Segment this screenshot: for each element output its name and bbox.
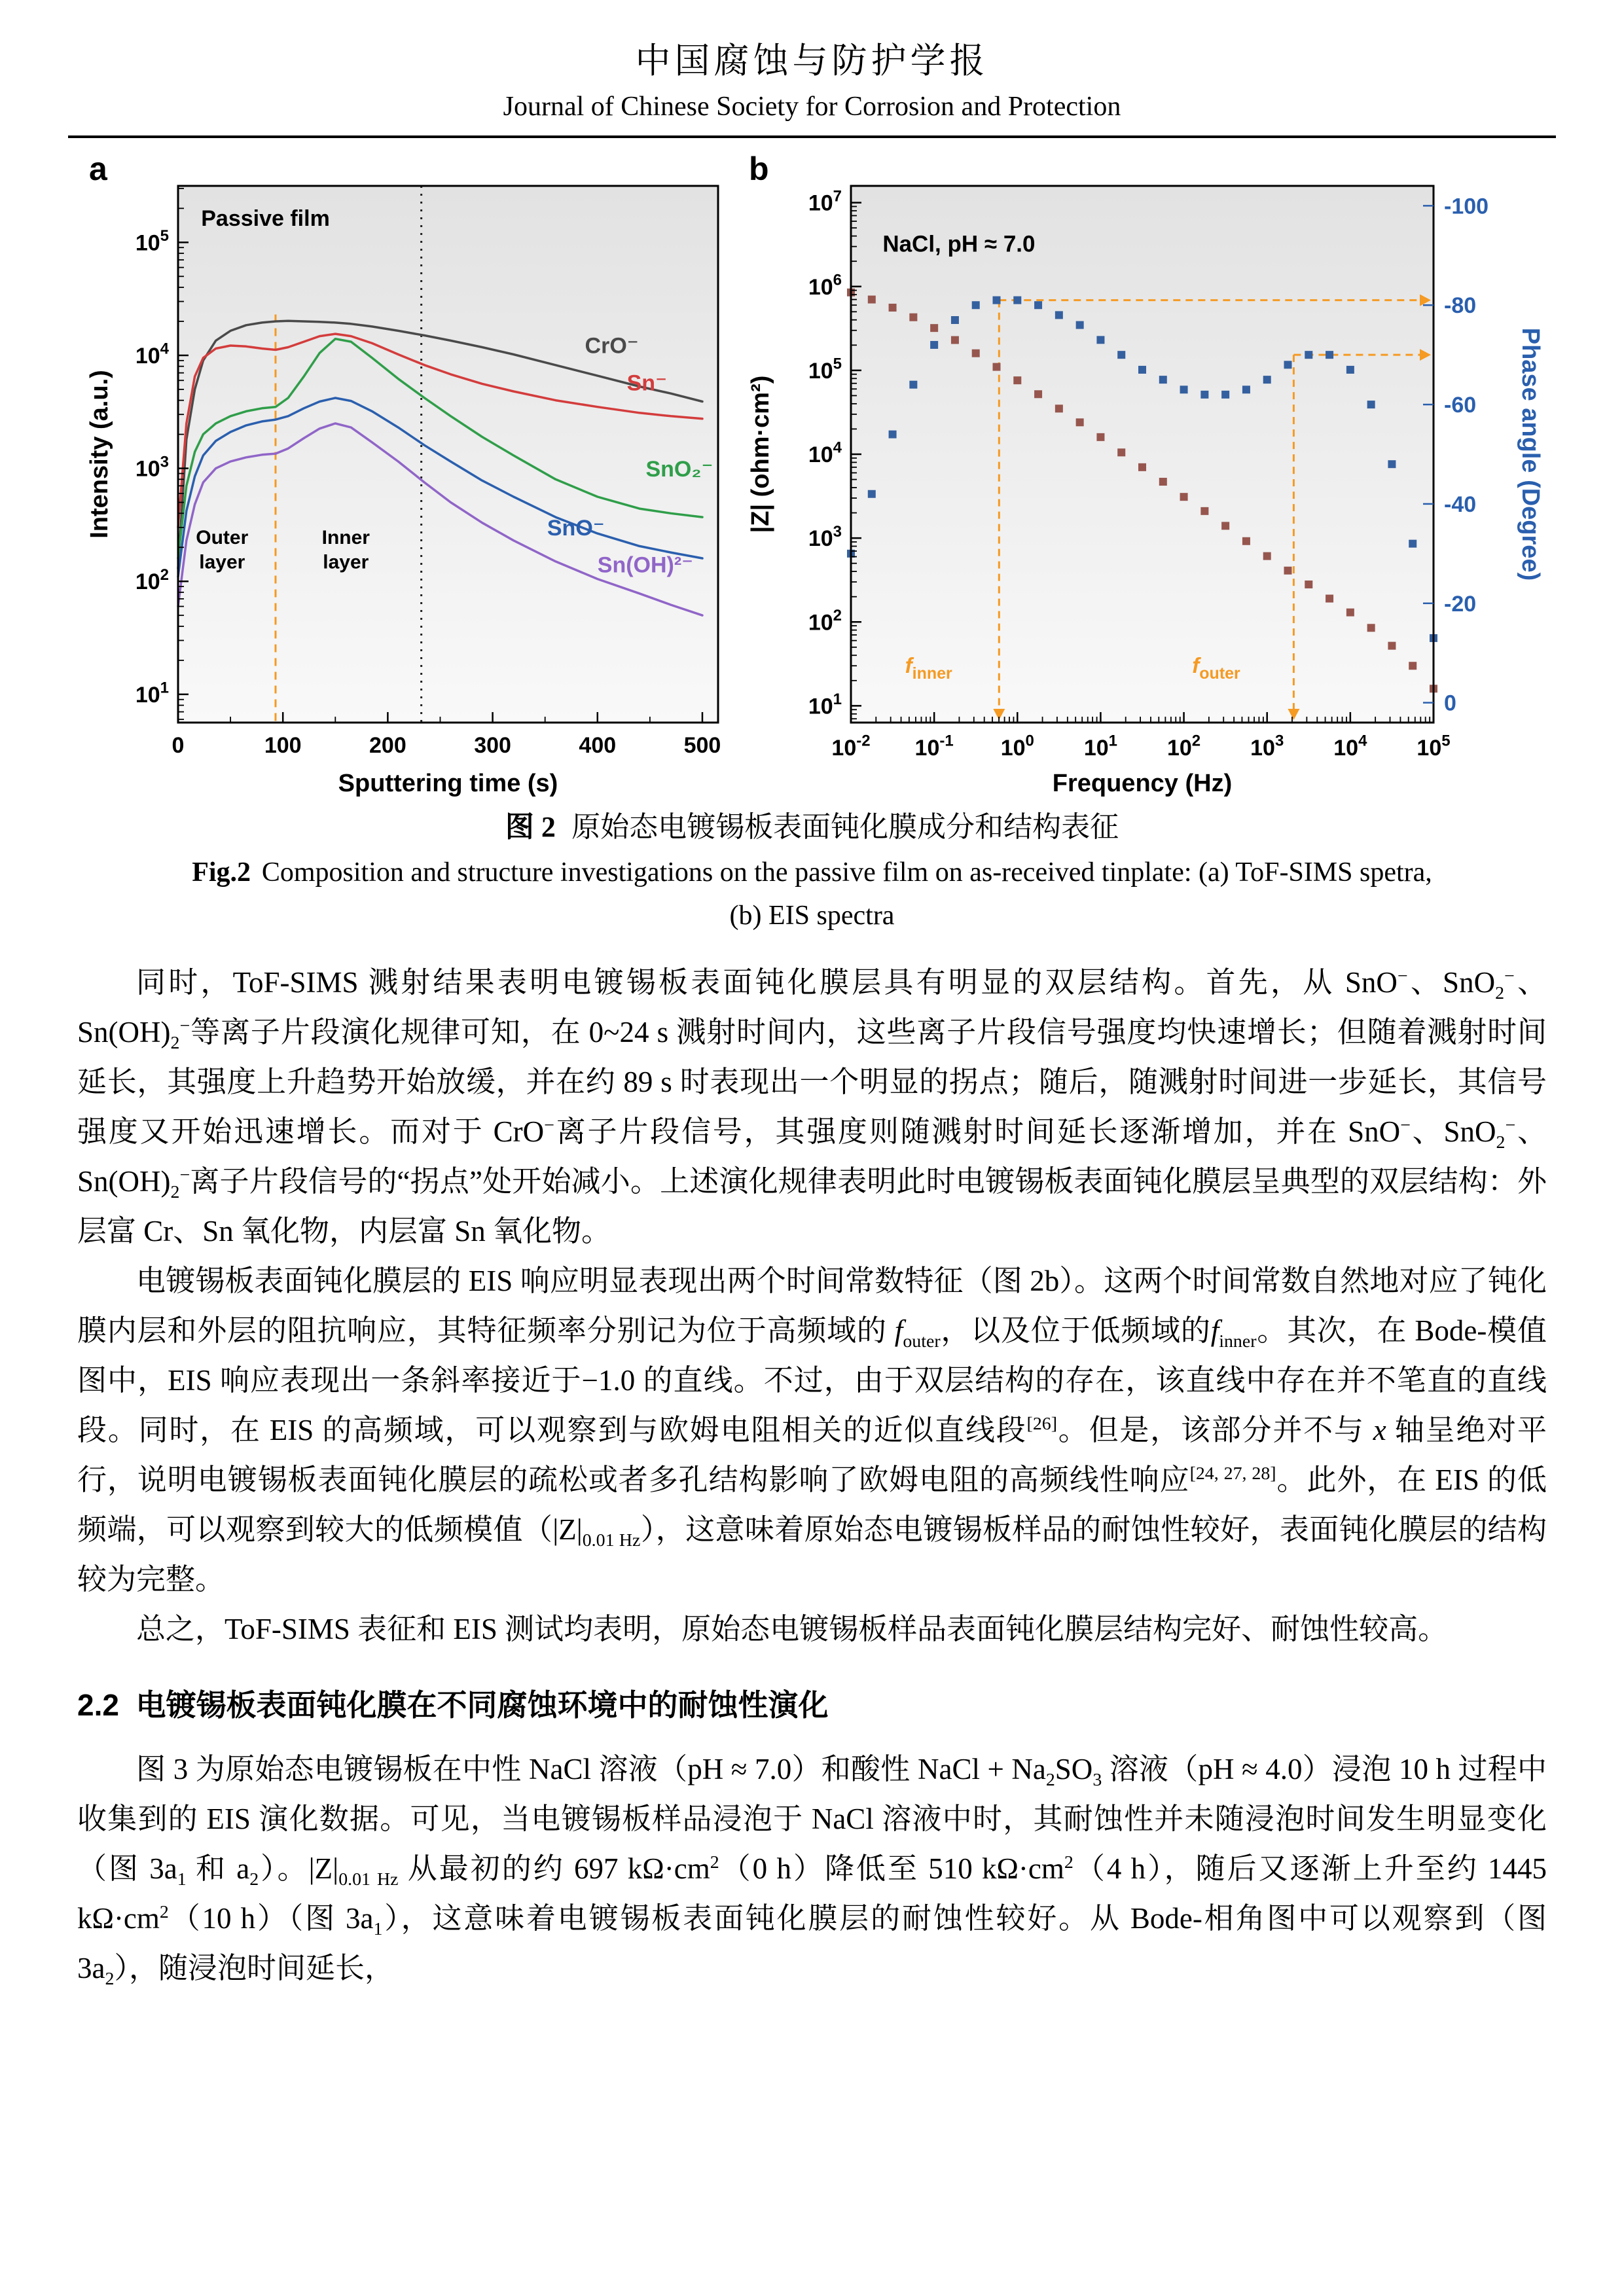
header-divider: [68, 135, 1556, 138]
svg-text:-100: -100: [1443, 194, 1489, 219]
svg-text:10-2: $10^{-2}$: [831, 732, 871, 761]
svg-text:layer: layer: [322, 551, 369, 573]
svg-text:102: $10^2$: [808, 606, 842, 636]
caption-en-label: Fig.2: [192, 857, 251, 888]
svg-text:103: $10^3$: [1250, 732, 1284, 761]
journal-title-en: Journal of Chinese Society for Corrosion and Protection: [503, 92, 1121, 122]
eis-bode-chart: [740, 150, 1545, 804]
svg-text:101: $10^1$: [1083, 732, 1117, 761]
svg-text:NaCl, pH ≈ 7.0: NaCl, pH ≈ 7.0: [882, 231, 1035, 257]
svg-text:105: $10^5$: [808, 355, 842, 384]
caption-en: [77, 853, 1547, 892]
paragraph-fig3-intro: 图 3 为原始态电镀锡板在中性 NaCl 溶液（pH ≈ 7.0）和酸性 NaCl + $Na_2SO_3$ 溶液（pH ≈ 4.0）浸泡 10 h 过程中收集到的 EIS 演化数据。可见，当电镀锡板样品浸泡于 NaCl 溶液中时，其耐蚀性并未随浸泡时间发生明显变化（图 $3a_1$ 和 $a_2$）。$|Z|_{0.01 Hz}$ 从最初的约 697 $k\Omega\cdot cm^2(0$ h）降低至 510 $k\Omega\cdot cm^2(4$ h），随后又逐渐上升至约 1445 $k\Omega\cdot cm^2(10$ h）（图 $3a_1$），这意味着电镀锡板表面钝化膜层的耐蚀性较好。从 Bode-相角图中可以观察到（图 $3a_2$），随浸泡时间延长，: [77, 1753, 1547, 1989]
svg-text:103: $10^3$: [808, 522, 842, 552]
caption-en-line2: (b) EIS spectra: [729, 901, 895, 931]
svg-text:finner: $f_{inner}$: [905, 653, 952, 683]
svg-text:SnO⁻: SnO⁻: [547, 516, 605, 541]
svg-text:400: 400: [578, 733, 616, 758]
tof-sims-chart: [80, 150, 734, 804]
svg-text:105: $10^5$: [1416, 732, 1451, 761]
svg-text:10-1: $10^{-1}$: [914, 732, 954, 761]
svg-text:500: 500: [683, 733, 721, 758]
svg-text:-80: -80: [1443, 293, 1476, 319]
svg-text:Frequency (Hz): Frequency (Hz): [1052, 770, 1232, 797]
caption-zh: [77, 807, 1547, 848]
svg-text:-60: -60: [1443, 393, 1476, 418]
svg-text:0: 0: [171, 733, 184, 758]
svg-text:SnO₂⁻: SnO₂⁻: [645, 456, 713, 482]
paragraph-eis: 电镀锡板表面钝化膜层的 EIS 响应明显表现出两个时间常数特征（图 2b）。这两个时间常数自然地对应了钝化膜内层和外层的阻抗响应，其特征频率分别记为位于高频域的 $f_{outer}$，以及位于低频域的$f_{inner}$。其次，在 Bode-模值图中，EIS 响应表现出一条斜率接近于−1.0 的直线。不过，由于双层结构的存在，该直线中存在并不笔直的直线段。同时，在 EIS 的高频域，可以观察到与欧姆电阻相关的近似直线段[26]。但是，该部分并不与 x 轴呈绝对平行，说明电镀锡板表面钝化膜层的疏松或者多孔结构影响了欧姆电阻的高频线性响应[24, 27, 28]。此外，在 EIS 的低频端，可以观察到较大的低频模值$(|Z|_{0.01 Hz})$，这意味着原始态电镀锡板样品的耐蚀性较好，表面钝化膜层的结构较为完整。: [77, 1265, 1547, 1596]
svg-text:Sputtering time (s): Sputtering time (s): [338, 770, 558, 797]
svg-text:300: 300: [473, 733, 511, 758]
svg-text:Intensity (a.u.): Intensity (a.u.): [85, 370, 113, 539]
svg-text:104: $10^4$: [1333, 732, 1367, 761]
svg-text:Passive film: Passive film: [200, 206, 330, 232]
figure-2: [77, 150, 1547, 935]
svg-text:layer: layer: [198, 551, 245, 573]
svg-text:105: $10^5$: [135, 227, 169, 256]
paragraph-tof-sims: 同时，ToF-SIMS 溅射结果表明电镀锡板表面钝化膜层具有明显的双层结构。首先，从 SnO−、SnO$_2$−、$Sn(OH)_2^-$等离子片段演化规律可知，在 0~24 s 溅射时间内，这些离子片段信号强度均快速增长；但随着溅射时间延长，其强度上升趋势开始放缓，并在约 89 s 时表现出一个明显的拐点；随后，随溅射时间进一步延长，其信号强度又开始迅速增长。而对于 CrO−离子片段信号，其强度则随溅射时间延长逐渐增加，并在 SnO−、SnO$_2$−、$Sn(OH)_2^-$离子片段信号的“拐点”处开始减小。上述演化规律表明此时电镀锡板表面钝化膜层呈典型的双层结构：外层富 Cr、Sn 氧化物，内层富 Sn 氧化物。: [77, 966, 1547, 1247]
svg-text:Sn(OH)²⁻: Sn(OH)²⁻: [597, 552, 693, 578]
svg-text:102: $10^2$: [1166, 732, 1200, 761]
svg-text:106: $10^6$: [808, 271, 842, 300]
svg-text:Sn⁻: Sn⁻: [626, 370, 667, 396]
svg-text:100: 100: [264, 733, 302, 758]
caption-zh-label: 图 2: [505, 811, 556, 843]
figure-2-caption: [77, 807, 1547, 935]
svg-text:|Z| (ohm·cm²): |Z| (ohm·cm²): [746, 375, 774, 533]
figure-2-charts: [77, 150, 1547, 804]
svg-text:103: $10^3$: [135, 453, 169, 482]
svg-text:101: $10^1$: [135, 679, 169, 708]
svg-text:104: $10^4$: [808, 439, 842, 467]
svg-text:CrO⁻: CrO⁻: [585, 333, 639, 359]
svg-text:fouter: $f_{outer}$: [1191, 653, 1240, 683]
article-body: [77, 958, 1547, 1993]
section-heading-2-2: 2.2 电镀锡板表面钝化膜在不同腐蚀环境中的耐蚀性演化: [77, 1688, 829, 1722]
caption-zh-text: 原始态电镀锡板表面钝化膜成分和结构表征: [571, 811, 1119, 843]
svg-text:107: $10^7$: [808, 187, 842, 216]
journal-title-zh: 中国腐蚀与防护学报: [635, 41, 989, 81]
svg-text:200: 200: [369, 733, 406, 758]
svg-text:-40: -40: [1443, 492, 1476, 517]
svg-text:102: $10^2$: [135, 565, 169, 595]
svg-text:0: 0: [1443, 691, 1456, 716]
journal-header: [77, 24, 1547, 122]
svg-text:a: a: [88, 151, 107, 187]
svg-text:Inner: Inner: [321, 526, 370, 548]
svg-text:104: $10^4$: [135, 340, 169, 368]
svg-text:b: b: [748, 151, 769, 187]
svg-text:Phase angle (Degree): Phase angle (Degree): [1516, 327, 1544, 581]
svg-text:-20: -20: [1443, 591, 1476, 617]
svg-text:100: $10^0$: [1000, 732, 1034, 761]
svg-text:101: $10^1$: [808, 691, 842, 719]
caption-en-text: Composition and structure investigations on the passive film on as-received tinplate: (a) ToF-SIMS spetra,: [261, 857, 1432, 888]
paragraph-summary: 总之，ToF-SIMS 表征和 EIS 测试均表明，原始态电镀锡板样品表面钝化膜层结构完好、耐蚀性较高。: [136, 1613, 1448, 1645]
svg-text:Outer: Outer: [195, 526, 248, 548]
